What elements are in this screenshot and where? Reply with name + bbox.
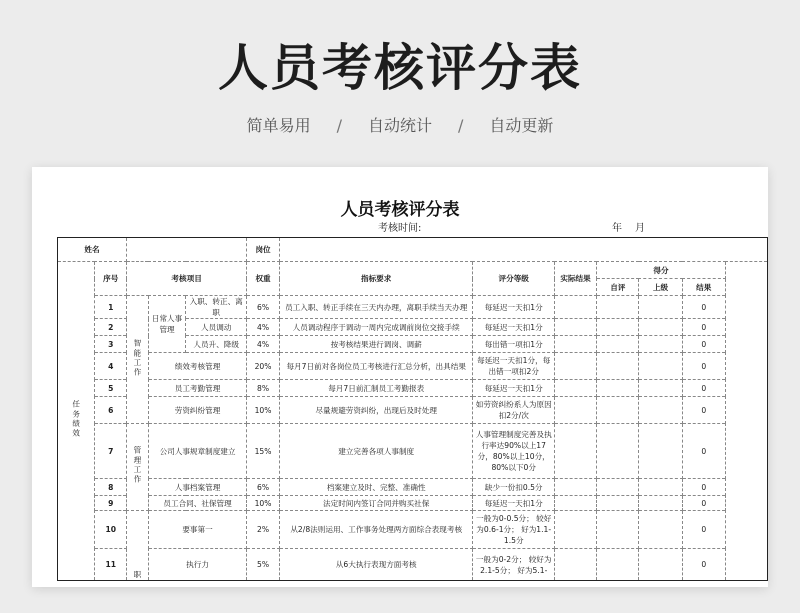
row-superior[interactable] bbox=[639, 336, 682, 353]
row-item: 人事档案管理 bbox=[148, 479, 246, 496]
row-result: 0 bbox=[682, 479, 725, 496]
row-result: 0 bbox=[682, 353, 725, 380]
row-superior[interactable] bbox=[639, 479, 682, 496]
header-row bbox=[58, 262, 768, 279]
row-grade: 每延迟一天扣1分 bbox=[473, 319, 554, 336]
row-item: 人员调动 bbox=[186, 319, 247, 336]
table-row bbox=[58, 380, 768, 397]
row-superior[interactable] bbox=[639, 496, 682, 511]
row-indicator: 每月7日前汇制员工考勤报表 bbox=[279, 380, 473, 397]
row-item: 员工考勤管理 bbox=[148, 380, 246, 397]
row-no: 6 bbox=[95, 397, 127, 424]
row-no: 9 bbox=[95, 496, 127, 511]
feature-easy: 简单易用 bbox=[246, 116, 311, 135]
row-grade: 每延迟一天扣1分 bbox=[473, 296, 554, 319]
row-weight: 10% bbox=[247, 397, 280, 424]
row-weight: 4% bbox=[247, 336, 280, 353]
row-indicator: 从6大执行表现方面考核 bbox=[279, 549, 473, 581]
row-self[interactable] bbox=[597, 380, 639, 397]
header-result: 结果 bbox=[682, 279, 725, 296]
separator: / bbox=[336, 116, 342, 135]
row-indicator: 员工入职、转正手续在三天内办理，离职手续当天办理 bbox=[279, 296, 473, 319]
row-item: 执行力 bbox=[148, 549, 246, 581]
header-superior: 上级 bbox=[639, 279, 682, 296]
row-result: 0 bbox=[682, 296, 725, 319]
row-indicator: 每月7日前对各岗位员工考核进行汇总分析，出具结果 bbox=[279, 353, 473, 380]
header-self: 自评 bbox=[597, 279, 639, 296]
row-weight: 8% bbox=[247, 380, 280, 397]
table-row bbox=[58, 397, 768, 424]
row-indicator: 按考核结果进行调岗、调薪 bbox=[279, 336, 473, 353]
row-grade: 每延迟一天扣1分 bbox=[473, 496, 554, 511]
row-actual[interactable] bbox=[554, 319, 596, 336]
row-no: 5 bbox=[95, 380, 127, 397]
row-no: 4 bbox=[95, 353, 127, 380]
row-superior[interactable] bbox=[639, 319, 682, 336]
category-task-performance: 任务绩效 bbox=[58, 262, 95, 581]
row-no: 8 bbox=[95, 479, 127, 496]
row-weight: 15% bbox=[247, 424, 280, 479]
feature-tagline bbox=[0, 113, 800, 136]
row-weight: 2% bbox=[247, 511, 280, 549]
row-result: 0 bbox=[682, 319, 725, 336]
row-actual[interactable] bbox=[554, 479, 596, 496]
row-item: 员工合同、社保管理 bbox=[148, 496, 246, 511]
table-row bbox=[58, 496, 768, 511]
row-indicator: 档案建立及时、完整、准确性 bbox=[279, 479, 473, 496]
row-item: 要事第一 bbox=[148, 511, 246, 549]
blank-column bbox=[725, 262, 767, 581]
row-self[interactable] bbox=[597, 397, 639, 424]
row-grade: 每延迟一天扣1分 bbox=[473, 380, 554, 397]
row-superior[interactable] bbox=[639, 296, 682, 319]
row-result: 0 bbox=[682, 397, 725, 424]
sheet-title: 人员考核评分表 bbox=[340, 200, 460, 220]
row-actual[interactable] bbox=[554, 549, 596, 581]
row-self[interactable] bbox=[597, 479, 639, 496]
row-no: 3 bbox=[95, 336, 127, 353]
header-seq: 序号 bbox=[95, 262, 127, 296]
table-row bbox=[58, 511, 768, 549]
row-result: 0 bbox=[682, 424, 725, 479]
feature-auto-update: 自动更新 bbox=[489, 116, 554, 135]
group-daily-hr: 日常人事管理 bbox=[148, 296, 185, 353]
row-grade: 缺少一份扣0.5分 bbox=[473, 479, 554, 496]
row-grade: 每出错一项扣1分 bbox=[473, 336, 554, 353]
feature-auto-stats: 自动统计 bbox=[367, 116, 432, 135]
header-item: 考核项目 bbox=[127, 262, 247, 296]
group-duty: 职 bbox=[127, 511, 149, 581]
row-weight: 4% bbox=[247, 319, 280, 336]
row-superior[interactable] bbox=[639, 353, 682, 380]
row-self[interactable] bbox=[597, 496, 639, 511]
name-label: 姓名 bbox=[58, 238, 127, 262]
row-item: 绩效考核管理 bbox=[148, 353, 246, 380]
row-grade: 一般为0-2分； 较好为2.1-5分； 好为5.1- bbox=[473, 549, 554, 581]
row-actual[interactable] bbox=[554, 511, 596, 549]
row-no: 7 bbox=[95, 424, 127, 479]
header-indicator: 指标要求 bbox=[279, 262, 473, 296]
row-self[interactable] bbox=[597, 336, 639, 353]
row-weight: 20% bbox=[247, 353, 280, 380]
row-no: 1 bbox=[95, 296, 127, 319]
row-actual[interactable] bbox=[554, 397, 596, 424]
name-value[interactable] bbox=[127, 238, 247, 262]
table-row bbox=[58, 296, 768, 319]
time-label: 考核时间: bbox=[378, 223, 422, 234]
table-row bbox=[58, 549, 768, 581]
row-actual[interactable] bbox=[554, 336, 596, 353]
row-result: 0 bbox=[682, 549, 725, 581]
row-actual[interactable] bbox=[554, 496, 596, 511]
name-row bbox=[58, 238, 768, 262]
group-smart-work: 智能工作 bbox=[127, 296, 149, 424]
row-self[interactable] bbox=[597, 424, 639, 479]
row-indicator: 人员调动程序于调动一周内完成调前岗位交接手续 bbox=[279, 319, 473, 336]
row-item: 入职、转正、离职 bbox=[186, 296, 247, 319]
row-indicator: 建立完善各项人事制度 bbox=[279, 424, 473, 479]
header-grade: 评分等级 bbox=[473, 262, 554, 296]
row-result: 0 bbox=[682, 511, 725, 549]
row-no: 11 bbox=[95, 549, 127, 581]
spreadsheet-preview bbox=[32, 167, 768, 587]
row-superior[interactable] bbox=[639, 397, 682, 424]
table-row bbox=[58, 424, 768, 479]
row-grade: 每延迟一天扣1分，每出错一项扣2分 bbox=[473, 353, 554, 380]
row-no: 2 bbox=[95, 319, 127, 336]
row-result: 0 bbox=[682, 496, 725, 511]
row-weight: 6% bbox=[247, 479, 280, 496]
table-row bbox=[58, 479, 768, 496]
row-self[interactable] bbox=[597, 549, 639, 581]
group-management-work: 管理工作 bbox=[127, 424, 149, 511]
post-label: 岗位 bbox=[247, 238, 280, 262]
row-grade: 人事管理制度完善及执行率达90%以上17分，80%以上10分，80%以下0分 bbox=[473, 424, 554, 479]
row-indicator: 尽量规避劳资纠纷，出现后及时处理 bbox=[279, 397, 473, 424]
separator: / bbox=[458, 116, 464, 135]
row-self[interactable] bbox=[597, 511, 639, 549]
row-no: 10 bbox=[95, 511, 127, 549]
row-actual[interactable] bbox=[554, 353, 596, 380]
row-superior[interactable] bbox=[639, 380, 682, 397]
row-self[interactable] bbox=[597, 319, 639, 336]
row-grade: 如劳资纠纷系人为原因扣2分/次 bbox=[473, 397, 554, 424]
row-item: 劳资纠纷管理 bbox=[148, 397, 246, 424]
row-weight: 5% bbox=[247, 549, 280, 581]
row-superior[interactable] bbox=[639, 511, 682, 549]
row-actual[interactable] bbox=[554, 296, 596, 319]
score-table bbox=[57, 237, 768, 581]
row-indicator: 从2/8法则运用、工作事务处理两方面综合表现考核 bbox=[279, 511, 473, 549]
row-superior[interactable] bbox=[639, 424, 682, 479]
row-actual[interactable] bbox=[554, 380, 596, 397]
row-item: 公司人事规章制度建立 bbox=[148, 424, 246, 479]
row-self[interactable] bbox=[597, 296, 639, 319]
post-value[interactable] bbox=[279, 238, 767, 262]
row-item: 人员升、降级 bbox=[186, 336, 247, 353]
month-label: 月 bbox=[635, 223, 645, 234]
row-result: 0 bbox=[682, 380, 725, 397]
row-actual[interactable] bbox=[554, 424, 596, 479]
row-grade: 一般为0-0.5分； 较好为0.6-1分； 好为1.1-1.5分 bbox=[473, 511, 554, 549]
row-weight: 10% bbox=[247, 496, 280, 511]
row-superior[interactable] bbox=[639, 549, 682, 581]
page-title: 人员考核评分表 bbox=[218, 39, 582, 97]
row-indicator: 法定时间内签订合同并购买社保 bbox=[279, 496, 473, 511]
year-label: 年 bbox=[612, 223, 622, 234]
header-score: 得分 bbox=[597, 262, 726, 279]
row-self[interactable] bbox=[597, 353, 639, 380]
table-row bbox=[58, 353, 768, 380]
row-result: 0 bbox=[682, 336, 725, 353]
header-actual: 实际结果 bbox=[554, 262, 596, 296]
row-weight: 6% bbox=[247, 296, 280, 319]
header-weight: 权重 bbox=[247, 262, 280, 296]
